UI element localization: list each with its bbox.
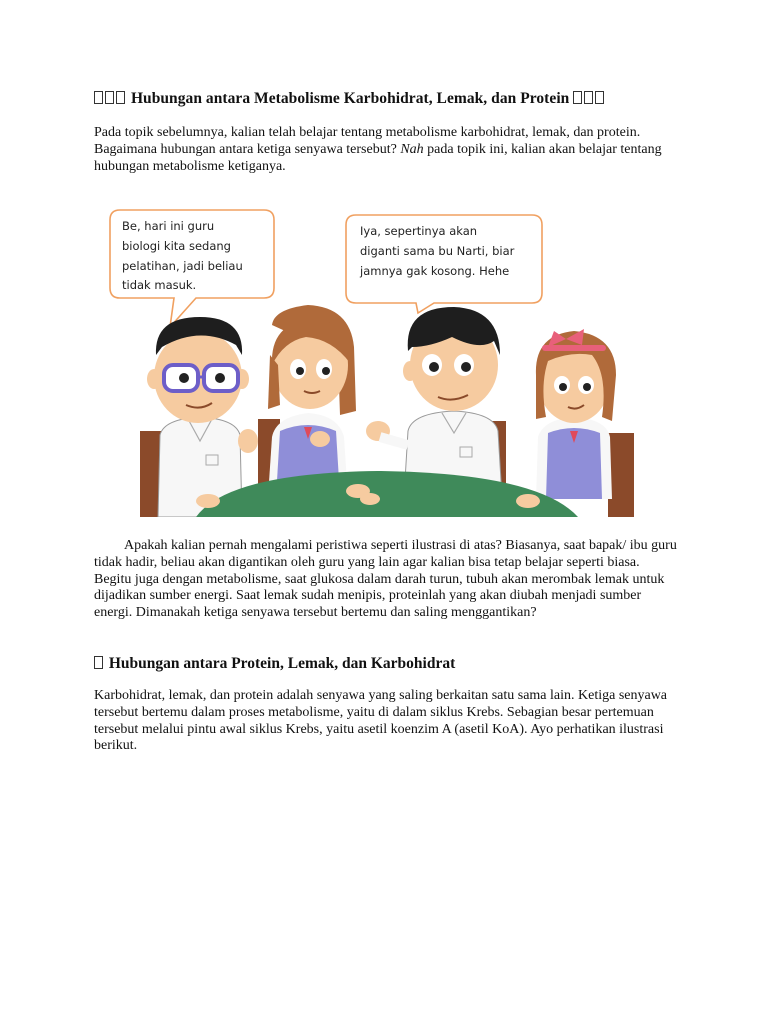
body-paragraph-2: Apakah kalian pernah mengalami peristiwa seperti ilustrasi di atas? Biasanya, saat bapak/ ibu guru tidak hadir, beliau akan digantikan oleh guru yang lain agar kalian bisa tetap belajar seperti biasa. Begitu juga dengan metabolisme, saat glukosa dalam darah turun, tubuh akan merombak lemak untuk dijadikan sumber energi. Saat lemak sudah menipis, proteinlah yang akan diubah menjadi sumber energi. Dimanakah ketiga senyawa tersebut bertemu dan saling menggantikan? [94,538,677,621]
missing-glyph-icon [105,91,114,104]
body-paragraph-3: Karbohidrat, lemak, dan protein adalah senyawa yang saling berkaitan satu sama lain. Ketiga senyawa tersebut bertemu dalam proses metabolisme, yaitu di dalam siklus Krebs. Sebagian besar pertemuan tersebut melalui pintu awal siklus Krebs, yaitu asetil koenzim A (asetil KoA). Ayo perhatikan ilustrasi berikut. [94,688,668,754]
intro-text-1: Pada topik sebelumnya, kalian telah belajar tentang metabolisme karbohidrat, lemak, dan protein. Bagaimana hubungan antara ketiga senyawa tersebut? [94,125,641,157]
intro-emphasis: Nah [400,141,424,157]
round-table [196,471,578,517]
page-title-text: Hubungan antara Metabolisme Karbohidrat, Lemak, dan Protein [130,90,570,107]
bubble-left-line-3: pelatihan, jadi beliau [122,259,243,273]
section-heading [94,655,455,673]
bubble-right-line-1: Iya, sepertinya akan [360,224,478,238]
classroom-illustration [108,205,648,517]
page-title [94,90,694,108]
missing-glyph-icon [94,91,103,104]
missing-glyph-icon [595,91,604,104]
intro-text-2: pada topik ini, kalian akan belajar tentang hubungan metabolisme ketiganya. [94,141,662,174]
bubble-right-line-3: jamnya gak kosong. Hehe [360,264,510,278]
missing-glyph-icon [573,91,582,104]
bubble-right-line-2: diganti sama bu Narti, biar [360,244,515,258]
missing-glyph-icon [116,91,125,104]
bubble-left-line-2: biologi kita sedang [122,239,231,253]
speech-bubble-right [346,215,542,313]
boy-right [366,307,502,497]
bubble-left-line-4: tidak masuk. [122,278,197,292]
girl-left [268,305,356,497]
speech-bubble-left [110,210,274,327]
section-heading-text: Hubungan antara Protein, Lemak, dan Karbohidrat [108,655,456,672]
bubble-left-line-1: Be, hari ini guru [122,219,215,233]
girl-right [536,329,616,499]
missing-glyph-icon [94,656,103,669]
boy-with-glasses [147,317,258,517]
intro-paragraph [94,125,678,175]
missing-glyph-icon [584,91,593,104]
